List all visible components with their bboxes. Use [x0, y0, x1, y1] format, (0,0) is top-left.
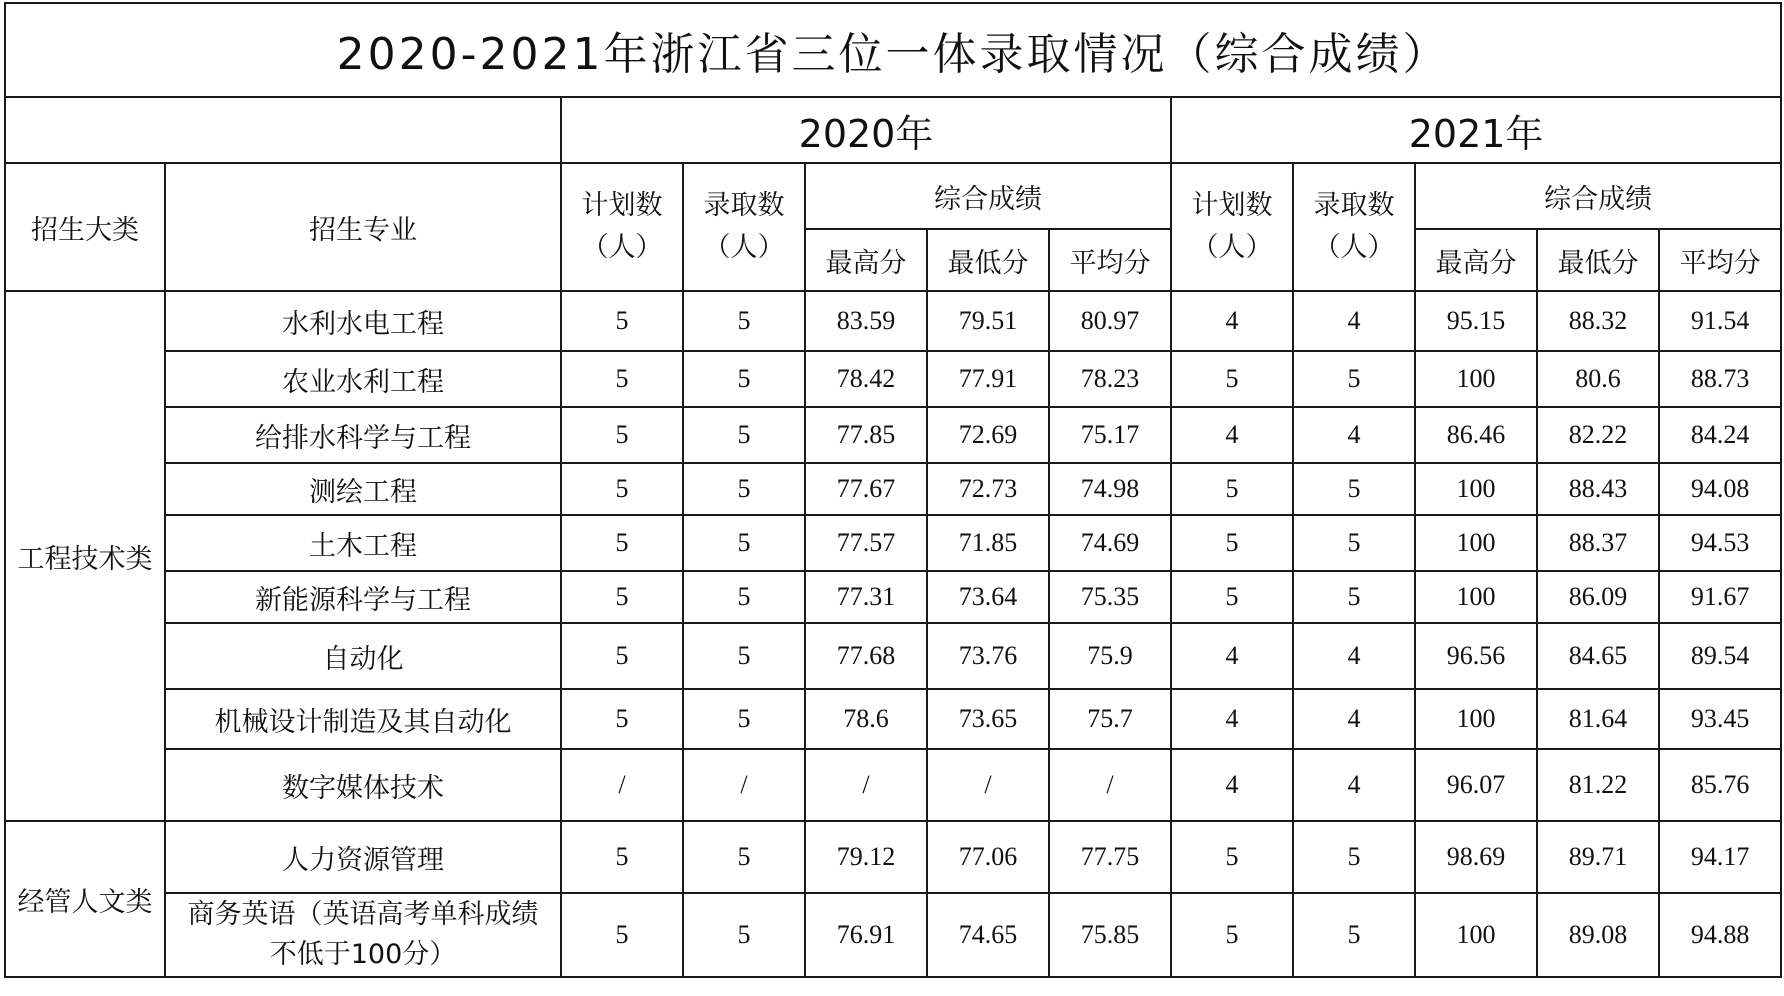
- plan-2021: 4: [1171, 407, 1293, 463]
- max-2021: 95.15: [1415, 291, 1537, 351]
- plan-2020: 5: [561, 463, 683, 515]
- avg-2020: 75.35: [1049, 571, 1171, 623]
- composite-header-2020: 综合成绩: [805, 163, 1171, 229]
- year-2021-header: 2021年: [1171, 97, 1781, 163]
- major-header: 招生专业: [165, 163, 561, 291]
- major-cell: 人力资源管理: [165, 821, 561, 893]
- min-2021: 89.08: [1537, 893, 1659, 977]
- plan-header-2021: [1171, 163, 1293, 291]
- min-2021: 81.64: [1537, 689, 1659, 749]
- min-2021: 84.65: [1537, 623, 1659, 689]
- admit-2020: 5: [683, 515, 805, 571]
- max-2021: 96.56: [1415, 623, 1537, 689]
- avg-2021: 93.45: [1659, 689, 1781, 749]
- avg-2021: 94.53: [1659, 515, 1781, 571]
- admit-2020: 5: [683, 571, 805, 623]
- max-2021: 100: [1415, 893, 1537, 977]
- admit-2021: 4: [1293, 749, 1415, 821]
- admit-2021: 4: [1293, 623, 1415, 689]
- major-cell: 测绘工程: [165, 463, 561, 515]
- major-cell: 数字媒体技术: [165, 749, 561, 821]
- admit-2020: 5: [683, 463, 805, 515]
- avg-2021: 91.54: [1659, 291, 1781, 351]
- max-2020: 77.85: [805, 407, 927, 463]
- max-2020: 78.42: [805, 351, 927, 407]
- major-line-2: 不低于100分）: [269, 939, 457, 970]
- unit-label: （人）: [581, 232, 663, 263]
- max-2020: 77.68: [805, 623, 927, 689]
- avg-2020: 74.69: [1049, 515, 1171, 571]
- admit-2021: 4: [1293, 291, 1415, 351]
- plan-2021: 4: [1171, 749, 1293, 821]
- plan-2020: 5: [561, 571, 683, 623]
- major-cell: 机械设计制造及其自动化: [165, 689, 561, 749]
- avg-2021: 94.08: [1659, 463, 1781, 515]
- min-2021: 81.22: [1537, 749, 1659, 821]
- plan-2020: 5: [561, 515, 683, 571]
- avg-2020: 74.98: [1049, 463, 1171, 515]
- min-2020: /: [927, 749, 1049, 821]
- min-2020: 73.64: [927, 571, 1049, 623]
- admit-label: 录取数: [1313, 190, 1395, 221]
- empty-header-cell: [5, 97, 561, 163]
- plan-2020: 5: [561, 893, 683, 977]
- plan-2021: 4: [1171, 689, 1293, 749]
- plan-2020: 5: [561, 689, 683, 749]
- max-2020: /: [805, 749, 927, 821]
- page-title: 2020-2021年浙江省三位一体录取情况（综合成绩）: [5, 3, 1781, 97]
- avg-2020: 78.23: [1049, 351, 1171, 407]
- avg-header-2021: 平均分: [1659, 229, 1781, 291]
- min-2021: 88.37: [1537, 515, 1659, 571]
- plan-2020: 5: [561, 821, 683, 893]
- major-cell: 农业水利工程: [165, 351, 561, 407]
- admit-2020: 5: [683, 893, 805, 977]
- plan-2021: 5: [1171, 351, 1293, 407]
- max-header-2020: 最高分: [805, 229, 927, 291]
- major-line-1: 商务英语（英语高考单科成绩: [187, 899, 539, 930]
- admit-2020: 5: [683, 291, 805, 351]
- avg-2021: 85.76: [1659, 749, 1781, 821]
- admit-2020: /: [683, 749, 805, 821]
- admit-2021: 4: [1293, 689, 1415, 749]
- min-2021: 89.71: [1537, 821, 1659, 893]
- year-2020-header: 2020年: [561, 97, 1171, 163]
- max-2021: 100: [1415, 571, 1537, 623]
- min-2020: 72.73: [927, 463, 1049, 515]
- plan-2020: 5: [561, 407, 683, 463]
- avg-2020: 75.7: [1049, 689, 1171, 749]
- avg-2020: 75.17: [1049, 407, 1171, 463]
- major-cell: 自动化: [165, 623, 561, 689]
- avg-2021: 89.54: [1659, 623, 1781, 689]
- plan-2021: 4: [1171, 623, 1293, 689]
- avg-2021: 88.73: [1659, 351, 1781, 407]
- max-2021: 100: [1415, 515, 1537, 571]
- max-2020: 77.67: [805, 463, 927, 515]
- major-cell: 给排水科学与工程: [165, 407, 561, 463]
- min-2021: 86.09: [1537, 571, 1659, 623]
- admit-2020: 5: [683, 821, 805, 893]
- admit-2020: 5: [683, 689, 805, 749]
- avg-2020: /: [1049, 749, 1171, 821]
- max-2020: 78.6: [805, 689, 927, 749]
- admit-2021: 5: [1293, 515, 1415, 571]
- admit-header-2021: [1293, 163, 1415, 291]
- max-2020: 79.12: [805, 821, 927, 893]
- admit-2021: 5: [1293, 821, 1415, 893]
- unit-label: （人）: [703, 232, 785, 263]
- avg-2021: 94.88: [1659, 893, 1781, 977]
- admit-2021: 5: [1293, 571, 1415, 623]
- avg-2020: 75.9: [1049, 623, 1171, 689]
- max-2020: 77.31: [805, 571, 927, 623]
- plan-2020: 5: [561, 291, 683, 351]
- min-2021: 88.43: [1537, 463, 1659, 515]
- avg-2021: 91.67: [1659, 571, 1781, 623]
- max-2020: 77.57: [805, 515, 927, 571]
- min-2020: 79.51: [927, 291, 1049, 351]
- avg-2021: 94.17: [1659, 821, 1781, 893]
- min-2020: 77.06: [927, 821, 1049, 893]
- major-cell: [165, 893, 561, 977]
- min-2020: 74.65: [927, 893, 1049, 977]
- plan-2021: 5: [1171, 571, 1293, 623]
- plan-header-2020: [561, 163, 683, 291]
- plan-2020: 5: [561, 623, 683, 689]
- major-cell: 新能源科学与工程: [165, 571, 561, 623]
- max-header-2021: 最高分: [1415, 229, 1537, 291]
- min-2021: 82.22: [1537, 407, 1659, 463]
- category-management-humanities: 经管人文类: [5, 821, 165, 977]
- plan-2020: 5: [561, 351, 683, 407]
- max-2020: 76.91: [805, 893, 927, 977]
- major-cell: 土木工程: [165, 515, 561, 571]
- plan-2021: 5: [1171, 463, 1293, 515]
- admit-2021: 4: [1293, 407, 1415, 463]
- admit-label: 录取数: [703, 190, 785, 221]
- plan-2020: /: [561, 749, 683, 821]
- avg-2020: 75.85: [1049, 893, 1171, 977]
- plan-label: 计划数: [581, 190, 663, 221]
- avg-header-2020: 平均分: [1049, 229, 1171, 291]
- admit-2021: 5: [1293, 351, 1415, 407]
- admit-2021: 5: [1293, 893, 1415, 977]
- unit-label: （人）: [1191, 232, 1273, 263]
- min-header-2020: 最低分: [927, 229, 1049, 291]
- max-2021: 86.46: [1415, 407, 1537, 463]
- max-2021: 100: [1415, 351, 1537, 407]
- min-2020: 73.65: [927, 689, 1049, 749]
- max-2021: 98.69: [1415, 821, 1537, 893]
- category-engineering: 工程技术类: [5, 291, 165, 821]
- max-2021: 96.07: [1415, 749, 1537, 821]
- max-2021: 100: [1415, 463, 1537, 515]
- plan-2021: 5: [1171, 515, 1293, 571]
- admit-header-2020: [683, 163, 805, 291]
- admit-2020: 5: [683, 623, 805, 689]
- admit-2020: 5: [683, 351, 805, 407]
- min-header-2021: 最低分: [1537, 229, 1659, 291]
- unit-label: （人）: [1313, 232, 1395, 263]
- major-cell: 水利水电工程: [165, 291, 561, 351]
- min-2020: 72.69: [927, 407, 1049, 463]
- min-2021: 80.6: [1537, 351, 1659, 407]
- plan-label: 计划数: [1191, 190, 1273, 221]
- max-2020: 83.59: [805, 291, 927, 351]
- avg-2021: 84.24: [1659, 407, 1781, 463]
- plan-2021: 5: [1171, 893, 1293, 977]
- plan-2021: 5: [1171, 821, 1293, 893]
- min-2020: 73.76: [927, 623, 1049, 689]
- plan-2021: 4: [1171, 291, 1293, 351]
- admit-2020: 5: [683, 407, 805, 463]
- min-2020: 77.91: [927, 351, 1049, 407]
- min-2021: 88.32: [1537, 291, 1659, 351]
- admission-table: [4, 2, 1782, 978]
- category-header: 招生大类: [5, 163, 165, 291]
- min-2020: 71.85: [927, 515, 1049, 571]
- avg-2020: 80.97: [1049, 291, 1171, 351]
- avg-2020: 77.75: [1049, 821, 1171, 893]
- admit-2021: 5: [1293, 463, 1415, 515]
- composite-header-2021: 综合成绩: [1415, 163, 1781, 229]
- max-2021: 100: [1415, 689, 1537, 749]
